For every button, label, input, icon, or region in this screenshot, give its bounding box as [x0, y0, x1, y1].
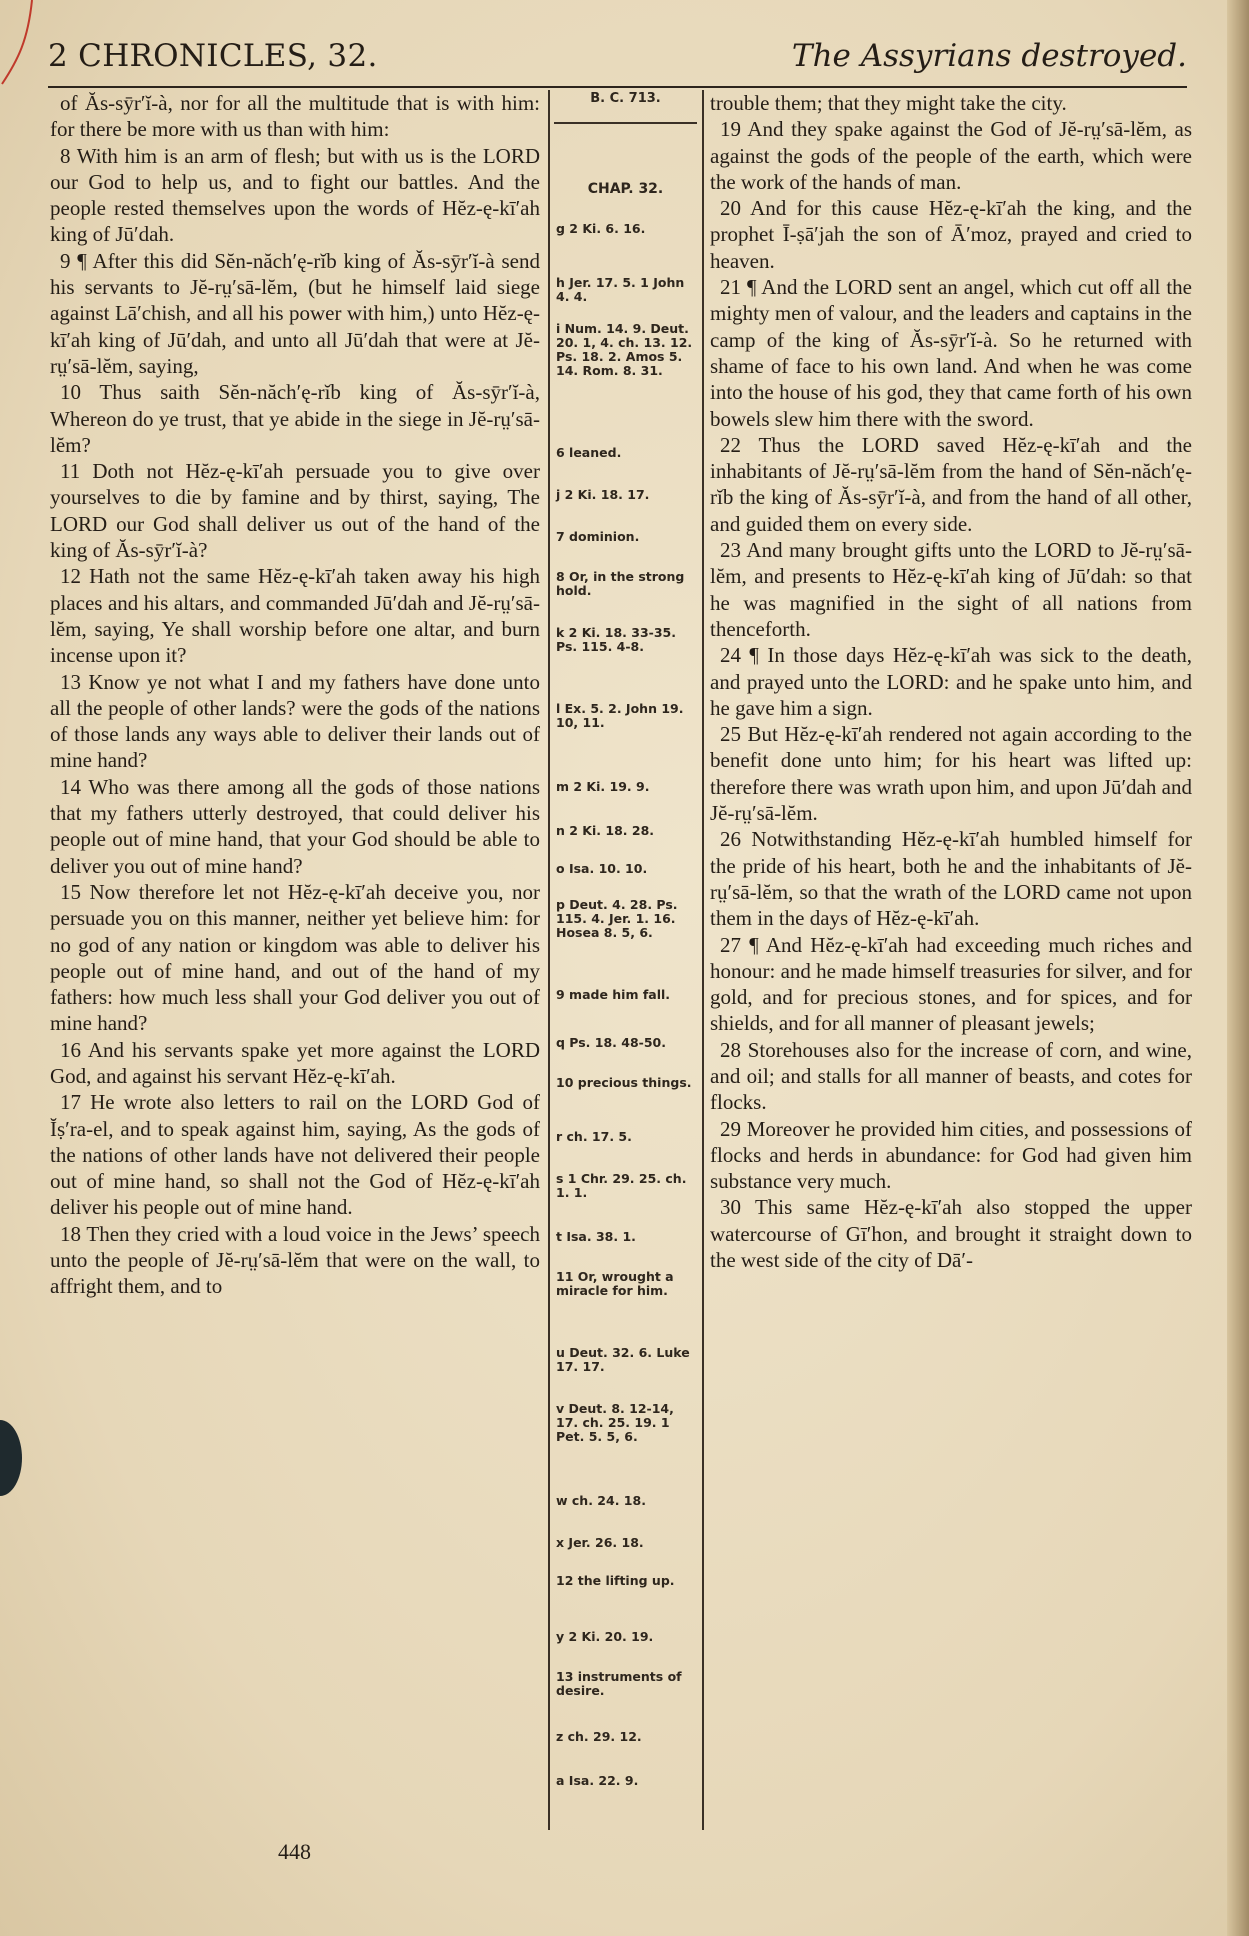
- cross-reference: x Jer. 26. 18.: [556, 1535, 644, 1550]
- header-book-chapter: 2 CHRONICLES, 32.: [48, 38, 378, 74]
- verse-paragraph: 27 ¶ And Hĕz-ę-kī′ah had exceeding much riches and honour: and he made himself treasuries for silver, and for gold, and for precious stones, and for spices, and for shields, and for all manner of pleasant jewels;: [710, 932, 1192, 1036]
- verse-paragraph: 18 Then they cried with a loud voice in the Jews’ speech unto the people of Jĕ-rṳ′sā-lĕm that were on the wall, to affright them, and to: [50, 1221, 540, 1299]
- verse-paragraph: 10 Thus saith Sĕn-năch′ę-rĭb king of Ăs-sȳr′ĭ-à, Whereon do ye trust, that ye abide in the siege in Jĕ-rṳ′sā-lĕm?: [50, 380, 540, 457]
- cross-reference: i Num. 14. 9. Deut. 20. 1, 4. ch. 13. 12. Ps. 18. 2. Amos 5. 14. Rom. 8. 31.: [556, 321, 693, 378]
- verse-paragraph: 9 ¶ After this did Sĕn-năch′ę-rĭb king of Ăs-sȳr′ĭ-à send his servants to Jĕ-rṳ′sā-lĕm, (but he himself laid siege against Lā′chish, and all his power with him,) unto Hĕz-ę-kī′ah king of Jū′dah, and unto all Jū′dah that were at Jĕ-rṳ′sā-lĕm, saying,: [50, 248, 540, 378]
- right-text-column: [710, 90, 1192, 1832]
- cross-reference: m 2 Ki. 19. 9.: [556, 779, 650, 794]
- cross-reference: n 2 Ki. 18. 28.: [556, 823, 655, 838]
- cross-reference: 9 made him fall.: [556, 987, 671, 1002]
- verse-paragraph: 14 Who was there among all the gods of those nations that my fathers utterly destroyed, that could deliver his people out of mine hand, that your God should be able to deliver you out of mine hand?: [50, 774, 540, 878]
- verse-paragraph: 17 He wrote also letters to rail on the LORD God of Ĭṣ′ra-el, and to speak against him, saying, As the gods of the nations of other lands have not delivered their people out of mine hand, so shall not the God of Hĕz-ę-kī′ah deliver his people out of mine hand.: [50, 1090, 540, 1220]
- verse-paragraph: 23 And many brought gifts unto the LORD to Jĕ-rṳ′sā-lĕm, and presents to Hĕz-ę-kī′ah king of Jū′dah: so that he was magnified in the sight of all nations from thenceforth.: [710, 538, 1192, 641]
- cross-reference: j 2 Ki. 18. 17.: [556, 487, 650, 502]
- cross-reference: h Jer. 17. 5. 1 John 4. 4.: [556, 275, 685, 304]
- cross-reference: 12 the lifting up.: [556, 1573, 675, 1588]
- verse-paragraph: 13 Know ye not what I and my fathers have done unto all the people of other lands? were the gods of the nations of those lands any ways able to deliver their lands out of mine hand?: [50, 669, 540, 773]
- verse-paragraph: 22 Thus the LORD saved Hĕz-ę-kī′ah and the inhabitants of Jĕ-rṳ′sā-lĕm from the hand of Sĕn-năch′ę-rĭb the king of Ăs-sȳr′ĭ-à, and from the hand of all other, and guided them on every side.: [710, 432, 1192, 536]
- cross-reference: r ch. 17. 5.: [556, 1129, 632, 1144]
- cross-reference: a Isa. 22. 9.: [556, 1773, 639, 1788]
- verse-paragraph: 8 With him is an arm of flesh; but with us is the LORD our God to help us, and to fight our battles. And the people rested themselves upon the words of Hĕz-ę-kī′ah king of Jū′dah.: [50, 143, 540, 247]
- cross-reference: o Isa. 10. 10.: [556, 861, 648, 876]
- reference-rule: [554, 122, 697, 124]
- verse-paragraph: 30 This same Hĕz-ę-kī′ah also stopped the upper watercourse of Gī′hon, and brought it straight down to the west side of the city of Dā′-: [710, 1195, 1192, 1273]
- left-text-column: [50, 90, 540, 1832]
- column-divider-left: [548, 90, 550, 1830]
- reference-date: B. C. 713.: [590, 91, 661, 106]
- verse-paragraph: 16 And his servants spake yet more against the LORD God, and against his servant Hĕz-ę-kī′ah.: [50, 1037, 540, 1088]
- cross-reference: k 2 Ki. 18. 33-35. Ps. 115. 4-8.: [556, 625, 677, 654]
- column-divider-right: [702, 90, 704, 1830]
- header-subject: The Assyrians destroyed.: [791, 38, 1187, 74]
- cross-reference: 13 instruments of desire.: [556, 1669, 682, 1698]
- cross-reference: t Isa. 38. 1.: [556, 1229, 636, 1244]
- cross-reference: g 2 Ki. 6. 16.: [556, 221, 646, 236]
- verse-paragraph: 11 Doth not Hĕz-ę-kī′ah persuade you to give over yourselves to die by famine and by thirst, saying, The LORD our God shall deliver us out of the hand of the king of Ăs-sȳr′ĭ-à?: [50, 459, 540, 563]
- cross-reference: z ch. 29. 12.: [556, 1729, 642, 1744]
- page-binding-edge: [1227, 0, 1249, 1936]
- center-reference-column: [554, 90, 697, 1830]
- cross-reference: w ch. 24. 18.: [556, 1493, 646, 1508]
- tab-marker: [0, 1420, 22, 1496]
- cross-reference: s 1 Chr. 29. 25. ch. 1. 1.: [556, 1171, 687, 1200]
- verse-paragraph: trouble them; that they might take the city.: [710, 91, 1067, 115]
- verse-paragraph: 24 ¶ In those days Hĕz-ę-kī′ah was sick to the death, and prayed unto the LORD: and he spake unto him, and he gave him a sign.: [710, 643, 1192, 720]
- running-header: [48, 36, 1187, 88]
- cross-reference: q Ps. 18. 48-50.: [556, 1035, 667, 1050]
- verse-paragraph: 19 And they spake against the God of Jĕ-rṳ′sā-lĕm, as against the gods of the people of the earth, which were the work of the hands of man.: [710, 117, 1192, 194]
- cross-reference: 6 leaned.: [556, 445, 622, 460]
- verse-paragraph: 20 And for this cause Hĕz-ę-kī′ah the king, and the prophet Ī-ṣā′jah the son of Ā′moz, prayed and cried to heaven.: [710, 196, 1192, 273]
- cross-reference: l Ex. 5. 2. John 19. 10, 11.: [556, 701, 684, 730]
- verse-paragraph: 12 Hath not the same Hĕz-ę-kī′ah taken away his high places and his altars, and commanded Jū′dah and Jĕ-rṳ′sā-lĕm, saying, Ye shall worship before one altar, and burn incense upon it?: [50, 564, 540, 668]
- cross-reference: 10 precious things.: [556, 1075, 692, 1090]
- cross-reference: u Deut. 32. 6. Luke 17. 17.: [556, 1345, 690, 1374]
- verse-paragraph: 21 ¶ And the LORD sent an angel, which cut off all the mighty men of valour, and the leaders and captains in the camp of the king of Ăs-sȳr′ĭ-à. So he returned with shame of face to his own land. And when he was come into the house of his god, they that came forth of his own bowels slew him there with the sword.: [710, 275, 1192, 431]
- page-number: 448: [278, 1839, 311, 1864]
- cross-reference: 7 dominion.: [556, 529, 640, 544]
- verse-paragraph: 26 Notwithstanding Hĕz-ę-kī′ah humbled himself for the pride of his heart, both he and the inhabitants of Jĕ-rṳ′sā-lĕm, so that the wrath of the LORD came not upon them in the days of Hĕz-ę-kī′ah.: [710, 827, 1192, 931]
- verse-paragraph: 28 Storehouses also for the increase of corn, and wine, and oil; and stalls for all manner of beasts, and cotes for flocks.: [710, 1037, 1192, 1115]
- cross-reference: p Deut. 4. 28. Ps. 115. 4. Jer. 1. 16. Hosea 8. 5, 6.: [556, 897, 678, 940]
- cross-reference: 11 Or, wrought a miracle for him.: [556, 1269, 674, 1298]
- cross-reference: v Deut. 8. 12-14, 17. ch. 25. 19. 1 Pet. 5. 5, 6.: [556, 1401, 674, 1444]
- verse-paragraph: 25 But Hĕz-ę-kī′ah rendered not again according to the benefit done unto him; for his heart was lifted up: therefore there was wrath upon him, and upon Jū′dah and Jĕ-rṳ′sā-lĕm.: [710, 722, 1192, 826]
- reference-chapter: CHAP. 32.: [587, 181, 664, 197]
- cross-reference: 8 Or, in the strong hold.: [556, 569, 685, 598]
- verse-paragraph: 29 Moreover he provided him cities, and possessions of flocks and herds in abundance: for God had given him substance very much.: [710, 1116, 1192, 1194]
- verse-paragraph: of Ăs-sȳr′ĭ-à, nor for all the multitude that is with him: for there be more with us than with him:: [50, 91, 540, 142]
- cross-reference: y 2 Ki. 20. 19.: [556, 1629, 654, 1644]
- verse-paragraph: 15 Now therefore let not Hĕz-ę-kī′ah deceive you, nor persuade you on this manner, neither yet believe him: for no god of any nation or kingdom was able to deliver his people out of mine hand, and out of the hand of my fathers: how much less shall your God deliver you out of mine hand?: [50, 879, 540, 1036]
